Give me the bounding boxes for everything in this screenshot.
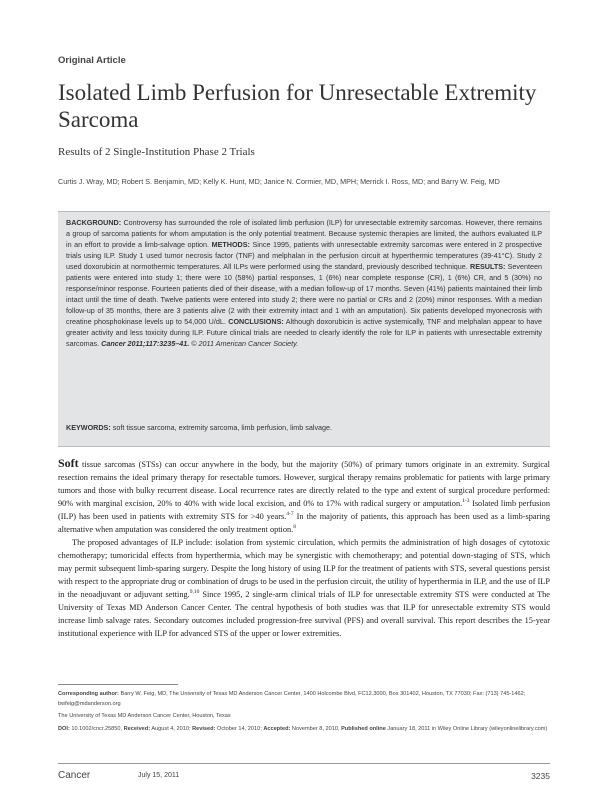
corresponding-author [58, 690, 550, 709]
results-label: RESULTS: [470, 262, 506, 271]
article-body [58, 457, 550, 640]
published-date: January 18, 2011 in Wiley Online Library (wileyonlinelibrary.com) [387, 725, 548, 732]
author-list: Curtis J. Wray, MD; Robert S. Benjamin, MD; Kelly K. Hunt, MD; Janice N. Cormier, MD, MPH; Merrick I. Ross, MD; and Barry W. Feig, MD [58, 177, 500, 186]
accepted-label: Accepted: [263, 725, 291, 732]
footer-divider [58, 763, 550, 764]
body-text-segment: Isolated limb perfusion (ILP) has been used in patients with extremity STS for >40 years. [58, 499, 550, 521]
affiliation: The University of Texas MD Anderson Cancer Center, Houston, Texas [58, 713, 231, 719]
doi-value: 10.1002/cncr.25850, [71, 725, 123, 732]
conclusions-text: Although doxorubicin is active systemically, TNF and melphalan appear to have greater activity and less toxicity during ILP. Future clinical trials are needed to clearly identify the role for ILP in patients with unresectable extremity sarcomas. [66, 317, 542, 348]
body-text-segment: The proposed advantages of ILP include: isolation from systemic circulation, which permits the administration of high dosages of cytotoxic chemotherapy; tumoricidal effects from hyperthermia, which may be synergistic with chemotherapy; and potential down-staging of STS, which may permit subsequent limb-sparing surgery. Despite the long history of using ILP for the treatment of patients with STS, several questions persist with respect to the appropriate drug or combination of drugs to be used in the perfusion circuit, the utility of hyperthermia in ILP, and the use of ILP in the neoadjuvant or adjuvant setting. [58, 538, 550, 599]
received-date: August 4, 2010; [151, 725, 191, 732]
body-text-segment: In the majority of patients, this approach has been used as a limb-sparing alternative when amputation was considered the only treatment option. [58, 512, 550, 534]
publication-history [58, 725, 550, 735]
page-number: 3235 [531, 771, 550, 781]
body-text-segment: tissue sarcomas (STSs) can occur anywhere in the body, but the majority (50%) of primary tumors originate in an extremity. Surgical resection remains the ideal primary therapy for resectable tumors. However, surgical therapy remains problematic for patients with large primary tumors and those with bulky recurrent disease. Local recurrence rates are directly related to the type and extent of surgical procedure performed: 90% with marginal excision, 20% to 40% with wide local excision, and 0% to 17% with radical surgery or amputation. [58, 460, 550, 508]
footnotes [58, 690, 550, 737]
keywords-text: soft tissue sarcoma, extremity sarcoma, limb perfusion, limb salvage. [112, 423, 333, 432]
body-text-segment: Since 1995, 2 single-arm clinical trials of ILP for unresectable extremity STS were conducted at The University of Texas MD Anderson Cancer Center. The central hypothesis of both studies was that ILP for unresectable extremity STS would increase limb salvage rates. Secondary outcomes included progression-free survival (PFS) and overall survival. This report describes the 15-year institutional experience with ILP for advanced STS of the upper or lower extremities. [58, 590, 550, 638]
doi-label: DOI: [58, 725, 70, 732]
background-text: Controversy has surrounded the role of isolated limb perfusion (ILP) for unresectable extremity sarcomas. However, there remains a group of sarcoma patients for whom amputation is the only potential treatment. Because systemic therapies are limited, the authors evaluated ILP in an effort to provide a limb-salvage option. [66, 218, 543, 249]
reference-marker: 8 [293, 524, 296, 531]
corresponding-author-text: Barry W. Feig, MD, The University of Texas MD Anderson Cancer Center, 1400 Holcombe Blvd, FC12.3000, Box 301402, Houston, TX 77030; Fax: (713) 745-1462; bwfeig@mdanderson.org [58, 691, 526, 707]
article-subtitle: Results of 2 Single-Institution Phase 2 Trials [58, 146, 255, 158]
lead-word: Soft [58, 456, 79, 470]
reference-marker: 1-3 [462, 498, 470, 505]
results-text: Seventeen patients were entered into study 1; there were 10 (58%) partial responses, 1 (6%) near complete response (CR), 1 (6%) CR, and 5 (30%) no response/minor response. Fourteen patients died of their disease, with a median follow-up of 17 months. Seven (41%) patients maintained their limb intact until the time of death. Twelve patients were entered into study 2; there were no partial or CRs and 2 (20%) minor responses. With a median follow-up of 35 months, there are 3 patients alive (2 with their extremity intact and 1 with an amputation). Six patients developed myonecrosis with creatine phosphokinase levels up to 54,000 U/dL. [66, 262, 542, 326]
background-label: BACKGROUND: [66, 218, 122, 227]
methods-label: METHODS: [211, 240, 250, 249]
keywords-label: KEYWORDS: [66, 423, 111, 432]
revised-date: October 14, 2010; [216, 725, 262, 732]
article-title: Isolated Limb Perfusion for Unresectable Extremity Sarcoma [58, 80, 537, 132]
corresponding-author-label: Corresponding author: [58, 691, 119, 697]
footnote-divider [58, 684, 178, 685]
copyright: © 2011 American Cancer Society. [191, 339, 299, 348]
body-paragraph-1 [58, 457, 550, 536]
abstract-box [58, 211, 550, 447]
keywords-line [66, 422, 542, 433]
article-type-label: Original Article [58, 55, 126, 66]
revised-label: Revised: [192, 725, 216, 732]
published-label: Published online [341, 725, 386, 732]
conclusions-label: CONCLUSIONS: [228, 317, 284, 326]
accepted-date: November 8, 2010, [291, 725, 340, 732]
body-paragraph-2 [58, 536, 550, 640]
citation: Cancer 2011;117:3235–41. [101, 339, 190, 348]
reference-marker: 4-7 [286, 511, 294, 518]
reference-marker: 9,10 [189, 589, 200, 596]
issue-date: July 15, 2011 [138, 772, 180, 779]
journal-name: Cancer [58, 770, 91, 781]
received-label: Received: [123, 725, 151, 732]
abstract-text [66, 217, 542, 349]
methods-text: Since 1995, patients with unresectable extremity sarcomas were entered in 2 prospective trials using ILP. Study 1 used tumor necrosis factor (TNF) and melphalan in the perfusion circuit at hyperthermic temperatures (39-41°C). Study 2 used doxorubicin at normothermic temperatures. All ILPs were performed using the standard, previously described technique. [66, 240, 543, 271]
